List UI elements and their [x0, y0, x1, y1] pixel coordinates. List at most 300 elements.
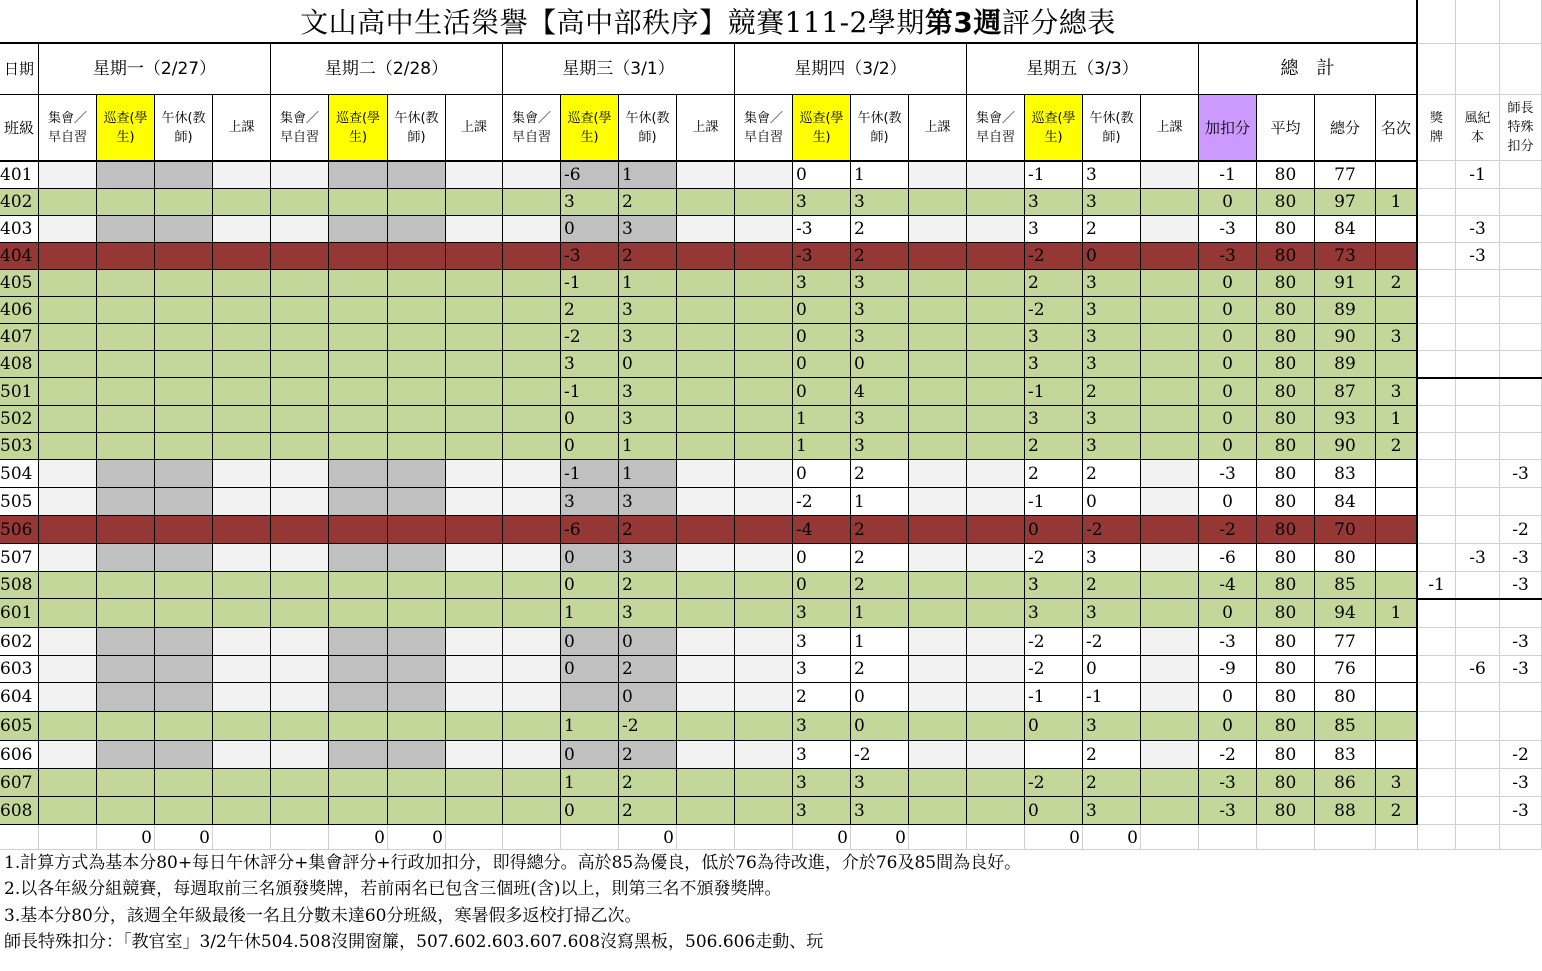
score-cell: 1 [851, 628, 909, 656]
score-cell [1025, 741, 1083, 769]
score-cell: 1 [619, 433, 677, 460]
sub-header: 集會／早自習 [735, 95, 793, 161]
summary-cell [735, 825, 793, 850]
empty-cell [446, 460, 503, 488]
total-cell: 90 [1315, 433, 1376, 460]
score-cell: 3 [561, 488, 619, 516]
total-cell: 70 [1315, 516, 1376, 544]
empty-cell [39, 516, 97, 544]
score-cell: 3 [793, 189, 851, 216]
empty-cell [213, 488, 271, 516]
empty-cell [677, 433, 735, 460]
score-cell: 2 [851, 656, 909, 683]
empty-cell [271, 297, 329, 324]
teacher-cell [1500, 216, 1542, 243]
teacher-cell [1500, 161, 1542, 189]
empty-cell [155, 460, 213, 488]
empty-cell [909, 324, 967, 351]
total-sub-header: 平均 [1257, 95, 1315, 161]
grid-cell [1500, 0, 1542, 44]
empty-cell [155, 683, 213, 712]
score-cell: -1 [1025, 683, 1083, 712]
score-cell: 0 [1025, 712, 1083, 741]
empty-cell [39, 712, 97, 741]
empty-cell [735, 406, 793, 433]
empty-cell [677, 270, 735, 297]
teacher-cell [1500, 712, 1542, 741]
score-cell: 0 [793, 297, 851, 324]
empty-cell [39, 769, 97, 797]
empty-cell [1141, 544, 1199, 572]
empty-cell [388, 797, 446, 825]
adj-cell: 0 [1199, 683, 1257, 712]
empty-cell [503, 741, 561, 769]
empty-cell [213, 797, 271, 825]
empty-cell [213, 656, 271, 683]
sub-header: 午休(教師) [388, 95, 446, 161]
summary-cell [1257, 825, 1315, 850]
rank-cell [1376, 572, 1418, 599]
rank-cell: 2 [1376, 433, 1418, 460]
score-cell: 2 [851, 460, 909, 488]
score-cell: 1 [561, 599, 619, 628]
medal-cell [1418, 741, 1456, 769]
empty-cell [1141, 741, 1199, 769]
empty-cell [967, 433, 1025, 460]
avg-cell: 80 [1257, 270, 1315, 297]
score-cell: 3 [1083, 433, 1141, 460]
empty-cell [503, 628, 561, 656]
empty-cell [271, 216, 329, 243]
summary-value: 0 [374, 827, 385, 848]
summary-cell [503, 825, 561, 850]
empty-cell [677, 741, 735, 769]
empty-cell [97, 628, 155, 656]
empty-cell [909, 378, 967, 406]
day-header: 星期一（2/27） [39, 44, 271, 95]
score-cell: 0 [619, 351, 677, 378]
class-cell: 507 [0, 544, 39, 572]
score-cell: 3 [619, 406, 677, 433]
medal-cell [1418, 769, 1456, 797]
empty-cell [271, 433, 329, 460]
disc-cell [1456, 433, 1500, 460]
disc-cell [1456, 324, 1500, 351]
empty-cell [735, 216, 793, 243]
empty-cell [446, 797, 503, 825]
adj-cell: -3 [1199, 769, 1257, 797]
teacher-cell [1500, 351, 1542, 378]
summary-value: 0 [1127, 827, 1138, 848]
total-cell: 91 [1315, 270, 1376, 297]
score-cell: -2 [1083, 516, 1141, 544]
empty-cell [735, 769, 793, 797]
empty-cell [97, 460, 155, 488]
empty-cell [97, 797, 155, 825]
empty-cell [677, 378, 735, 406]
total-cell: 85 [1315, 572, 1376, 599]
teacher-cell: -3 [1500, 460, 1542, 488]
empty-cell [503, 516, 561, 544]
score-cell: 0 [561, 628, 619, 656]
class-cell: 604 [0, 683, 39, 712]
score-cell: 3 [851, 324, 909, 351]
empty-cell [1141, 769, 1199, 797]
summary-value: 0 [141, 827, 152, 848]
empty-cell [503, 216, 561, 243]
disc-cell [1456, 297, 1500, 324]
avg-cell: 80 [1257, 351, 1315, 378]
score-cell: 0 [619, 683, 677, 712]
empty-cell [446, 433, 503, 460]
medal-cell [1418, 488, 1456, 516]
empty-cell [967, 628, 1025, 656]
score-cell: 0 [793, 351, 851, 378]
empty-cell [97, 516, 155, 544]
empty-cell [39, 406, 97, 433]
score-cell: -1 [1025, 378, 1083, 406]
extra-header: 風紀本 [1456, 95, 1500, 161]
sub-header: 巡查(學生) [329, 95, 388, 161]
empty-cell [735, 712, 793, 741]
avg-cell: 80 [1257, 797, 1315, 825]
empty-cell [446, 628, 503, 656]
empty-cell [97, 161, 155, 189]
empty-cell [909, 683, 967, 712]
teacher-cell: -3 [1500, 572, 1542, 599]
disc-cell [1456, 189, 1500, 216]
score-cell: 2 [851, 544, 909, 572]
adj-cell: -3 [1199, 243, 1257, 270]
empty-cell [97, 656, 155, 683]
empty-cell [967, 297, 1025, 324]
medal-cell [1418, 297, 1456, 324]
class-cell: 605 [0, 712, 39, 741]
empty-cell [1141, 599, 1199, 628]
empty-cell [329, 656, 388, 683]
empty-cell [909, 712, 967, 741]
sub-header: 午休(教師) [619, 95, 677, 161]
empty-cell [155, 378, 213, 406]
score-cell: 2 [1025, 460, 1083, 488]
class-cell: 408 [0, 351, 39, 378]
empty-cell [677, 683, 735, 712]
score-cell: 2 [1025, 433, 1083, 460]
adj-cell: 0 [1199, 599, 1257, 628]
empty-cell [155, 297, 213, 324]
avg-cell: 80 [1257, 161, 1315, 189]
empty-cell [213, 544, 271, 572]
total-cell: 87 [1315, 378, 1376, 406]
score-cell: 3 [1083, 297, 1141, 324]
score-cell: 2 [1083, 741, 1141, 769]
total-cell: 84 [1315, 488, 1376, 516]
score-cell: 2 [851, 572, 909, 599]
score-cell: 0 [851, 351, 909, 378]
score-cell: -6 [561, 161, 619, 189]
medal-cell [1418, 243, 1456, 270]
teacher-cell [1500, 270, 1542, 297]
grid-cell [1456, 44, 1500, 95]
empty-cell [735, 741, 793, 769]
avg-cell: 80 [1257, 189, 1315, 216]
empty-cell [388, 351, 446, 378]
score-cell: 0 [561, 544, 619, 572]
empty-cell [271, 599, 329, 628]
empty-cell [329, 769, 388, 797]
empty-cell [677, 243, 735, 270]
empty-cell [735, 161, 793, 189]
score-cell: -2 [1025, 544, 1083, 572]
score-cell: 0 [793, 572, 851, 599]
score-cell: 3 [1025, 216, 1083, 243]
empty-cell [155, 516, 213, 544]
empty-cell [271, 189, 329, 216]
summary-cell [909, 825, 967, 850]
score-cell: 2 [1083, 378, 1141, 406]
empty-cell [967, 324, 1025, 351]
empty-cell [97, 572, 155, 599]
total-cell: 76 [1315, 656, 1376, 683]
empty-cell [677, 297, 735, 324]
empty-cell [213, 516, 271, 544]
teacher-cell [1500, 599, 1542, 628]
avg-cell: 80 [1257, 683, 1315, 712]
score-cell: 1 [793, 433, 851, 460]
score-cell: 3 [1083, 270, 1141, 297]
adj-cell: -2 [1199, 516, 1257, 544]
summary-value: 0 [837, 827, 848, 848]
summary-cell [967, 825, 1025, 850]
score-cell: 3 [793, 769, 851, 797]
total-cell: 80 [1315, 544, 1376, 572]
class-cell: 503 [0, 433, 39, 460]
avg-cell: 80 [1257, 599, 1315, 628]
empty-cell [677, 324, 735, 351]
empty-cell [39, 460, 97, 488]
score-cell: 3 [1025, 351, 1083, 378]
empty-cell [909, 297, 967, 324]
empty-cell [388, 270, 446, 297]
empty-cell [155, 712, 213, 741]
avg-cell: 80 [1257, 572, 1315, 599]
empty-cell [329, 628, 388, 656]
score-cell: 0 [1083, 488, 1141, 516]
total-cell: 80 [1315, 683, 1376, 712]
score-cell: 3 [793, 628, 851, 656]
empty-cell [329, 741, 388, 769]
adj-cell: 0 [1199, 324, 1257, 351]
score-cell: -3 [793, 243, 851, 270]
empty-cell [329, 351, 388, 378]
avg-cell: 80 [1257, 216, 1315, 243]
adj-cell: 0 [1199, 270, 1257, 297]
empty-cell [97, 712, 155, 741]
empty-cell [213, 243, 271, 270]
empty-cell [213, 769, 271, 797]
medal-cell [1418, 683, 1456, 712]
rank-cell [1376, 544, 1418, 572]
adj-cell: -3 [1199, 460, 1257, 488]
total-cell: 93 [1315, 406, 1376, 433]
day-header: 星期二（2/28） [271, 44, 503, 95]
medal-cell [1418, 544, 1456, 572]
empty-cell [97, 406, 155, 433]
empty-cell [909, 516, 967, 544]
disc-cell [1456, 769, 1500, 797]
summary-cell [1376, 825, 1418, 850]
empty-cell [155, 741, 213, 769]
score-cell: 3 [851, 433, 909, 460]
empty-cell [388, 189, 446, 216]
empty-cell [503, 712, 561, 741]
empty-cell [329, 243, 388, 270]
rank-cell [1376, 741, 1418, 769]
disc-cell [1456, 572, 1500, 599]
class-cell: 407 [0, 324, 39, 351]
avg-cell: 80 [1257, 712, 1315, 741]
class-cell: 504 [0, 460, 39, 488]
score-cell: 3 [851, 189, 909, 216]
empty-cell [213, 351, 271, 378]
grid-cell [1456, 825, 1500, 850]
medal-cell [1418, 378, 1456, 406]
adj-cell: -1 [1199, 161, 1257, 189]
empty-cell [329, 712, 388, 741]
score-cell: 0 [793, 161, 851, 189]
disc-cell [1456, 516, 1500, 544]
total-cell: 83 [1315, 460, 1376, 488]
empty-cell [446, 189, 503, 216]
score-cell: -1 [1025, 488, 1083, 516]
grid-cell [1418, 825, 1456, 850]
empty-cell [446, 516, 503, 544]
rank-cell: 2 [1376, 270, 1418, 297]
score-cell: 0 [1025, 797, 1083, 825]
empty-cell [967, 572, 1025, 599]
empty-cell [155, 488, 213, 516]
empty-cell [271, 406, 329, 433]
empty-cell [735, 297, 793, 324]
avg-cell: 80 [1257, 516, 1315, 544]
total-cell: 97 [1315, 189, 1376, 216]
empty-cell [677, 628, 735, 656]
adj-cell: -3 [1199, 797, 1257, 825]
empty-cell [503, 189, 561, 216]
sub-header: 上課 [909, 95, 967, 161]
class-cell: 501 [0, 378, 39, 406]
empty-cell [446, 270, 503, 297]
score-cell: 0 [619, 628, 677, 656]
empty-cell [97, 488, 155, 516]
score-cell: 0 [561, 741, 619, 769]
avg-cell: 80 [1257, 656, 1315, 683]
empty-cell [388, 769, 446, 797]
empty-cell [446, 324, 503, 351]
class-cell: 502 [0, 406, 39, 433]
rank-cell [1376, 656, 1418, 683]
empty-cell [909, 243, 967, 270]
empty-cell [271, 544, 329, 572]
grade-separator [1418, 377, 1542, 379]
empty-cell [329, 189, 388, 216]
title-suffix: 評分總表 [1001, 6, 1116, 39]
score-cell: 2 [619, 243, 677, 270]
empty-cell [97, 216, 155, 243]
avg-cell: 80 [1257, 433, 1315, 460]
empty-cell [446, 297, 503, 324]
grid-cell [1418, 44, 1456, 95]
empty-cell [271, 516, 329, 544]
empty-cell [329, 572, 388, 599]
empty-cell [677, 406, 735, 433]
score-cell: 0 [851, 683, 909, 712]
medal-cell [1418, 712, 1456, 741]
score-cell: -1 [561, 378, 619, 406]
avg-cell: 80 [1257, 460, 1315, 488]
disc-cell [1456, 460, 1500, 488]
empty-cell [155, 189, 213, 216]
total-cell: 94 [1315, 599, 1376, 628]
summary-cell [1199, 825, 1257, 850]
score-cell: 3 [793, 599, 851, 628]
empty-cell [735, 488, 793, 516]
empty-cell [213, 378, 271, 406]
empty-cell [677, 488, 735, 516]
score-cell: 3 [619, 378, 677, 406]
empty-cell [97, 378, 155, 406]
empty-cell [155, 656, 213, 683]
empty-cell [271, 628, 329, 656]
empty-cell [388, 544, 446, 572]
empty-cell [213, 433, 271, 460]
empty-cell [329, 544, 388, 572]
empty-cell [213, 712, 271, 741]
empty-cell [503, 433, 561, 460]
score-cell: 2 [851, 243, 909, 270]
disc-cell [1456, 351, 1500, 378]
empty-cell [213, 741, 271, 769]
rank-cell: 3 [1376, 378, 1418, 406]
empty-cell [735, 324, 793, 351]
empty-cell [446, 161, 503, 189]
score-cell: -2 [1025, 243, 1083, 270]
rank-cell [1376, 297, 1418, 324]
rank-cell: 3 [1376, 769, 1418, 797]
empty-cell [909, 161, 967, 189]
empty-cell [503, 324, 561, 351]
score-cell: -2 [561, 324, 619, 351]
score-cell: -2 [1025, 297, 1083, 324]
disc-cell [1456, 488, 1500, 516]
empty-cell [329, 324, 388, 351]
empty-cell [1141, 433, 1199, 460]
disc-cell [1456, 406, 1500, 433]
note-line: 師長特殊扣分：「教官室」3/2午休504.508沒開窗簾，507.602.603.607.608沒寫黑板，506.606走動、玩 [4, 932, 824, 952]
disc-cell [1456, 628, 1500, 656]
empty-cell [97, 769, 155, 797]
empty-cell [1141, 406, 1199, 433]
empty-cell [909, 406, 967, 433]
empty-cell [155, 797, 213, 825]
empty-cell [97, 351, 155, 378]
empty-cell [503, 544, 561, 572]
empty-cell [967, 488, 1025, 516]
medal-cell [1418, 161, 1456, 189]
class-cell: 404 [0, 243, 39, 270]
rank-cell: 1 [1376, 189, 1418, 216]
empty-cell [39, 656, 97, 683]
